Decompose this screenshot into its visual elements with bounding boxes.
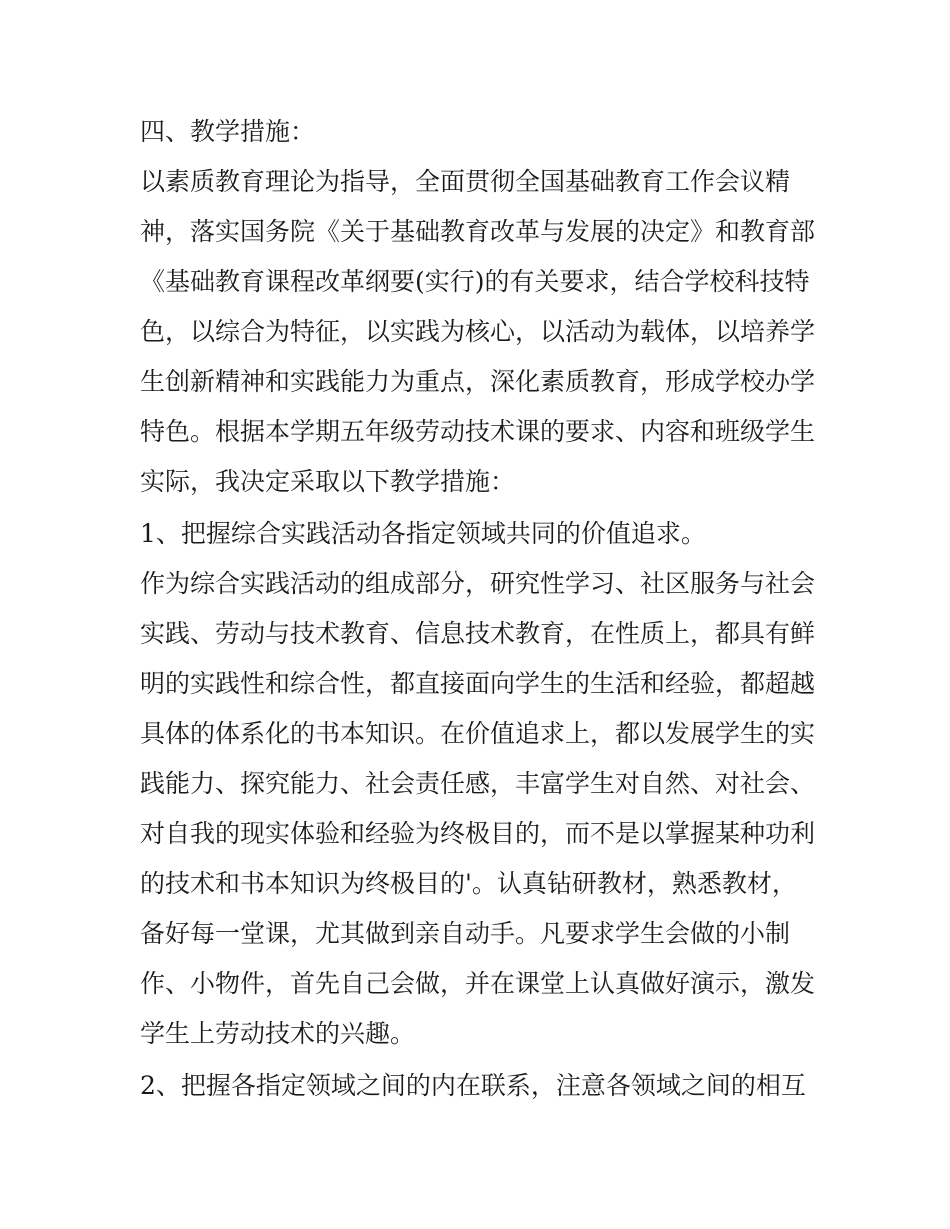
- paragraph-line: 明的实践性和综合性，都直接面向学生的生活和经验，都超越: [140, 669, 816, 698]
- paragraph-line: 备好每一堂课，尤其做到亲自动手。凡要求学生会做的小制: [140, 919, 791, 948]
- paragraph-line: 色，以综合为特征，以实践为核心，以活动为载体，以培养学: [140, 317, 816, 346]
- paragraph-line: 对自我的现实体验和经验为终极目的，而不是以掌握某种功利: [140, 819, 816, 848]
- numbered-item-heading: 1、把握综合实践活动各指定领域共同的价值追求。: [140, 519, 706, 548]
- paragraph-line: 具体的体系化的书本知识。在价值追求上，都以发展学生的实: [140, 719, 816, 748]
- paragraph-line: 的技术和书本知识为终极目的'。认真钻研教材，熟悉教材，: [140, 869, 797, 898]
- numbered-item-heading: 2、把握各指定领域之间的内在联系，注意各领域之间的相互: [140, 1071, 806, 1100]
- paragraph-line: 实践、劳动与技术教育、信息技术教育，在性质上，都具有鲜: [140, 619, 816, 648]
- paragraph-line: 以素质教育理论为指导，全面贯彻全国基础教育工作会议精: [140, 167, 791, 196]
- paragraph-line: 生创新精神和实践能力为重点，深化素质教育，形成学校办学: [140, 367, 816, 396]
- paragraph-line: 《基础教育课程改革纲要(实行)的有关要求，结合学校科技特: [140, 267, 810, 296]
- paragraph-line: 特色。根据本学期五年级劳动技术课的要求、内容和班级学生: [140, 417, 816, 446]
- paragraph-line: 作、小物件，首先自己会做，并在课堂上认真做好演示，激发: [140, 969, 816, 998]
- section-heading: 四、教学措施：: [140, 117, 316, 146]
- paragraph-line: 作为综合实践活动的组成部分，研究性学习、社区服务与社会: [140, 569, 816, 598]
- paragraph-line: 学生上劳动技术的兴趣。: [140, 1019, 416, 1048]
- paragraph-line: 实际，我决定采取以下教学措施：: [140, 467, 516, 496]
- paragraph-line: 神，落实国务院《关于基础教育改革与发展的决定》和教育部: [140, 217, 816, 246]
- paragraph-line: 践能力、探究能力、社会责任感，丰富学生对自然、对社会、: [140, 769, 816, 798]
